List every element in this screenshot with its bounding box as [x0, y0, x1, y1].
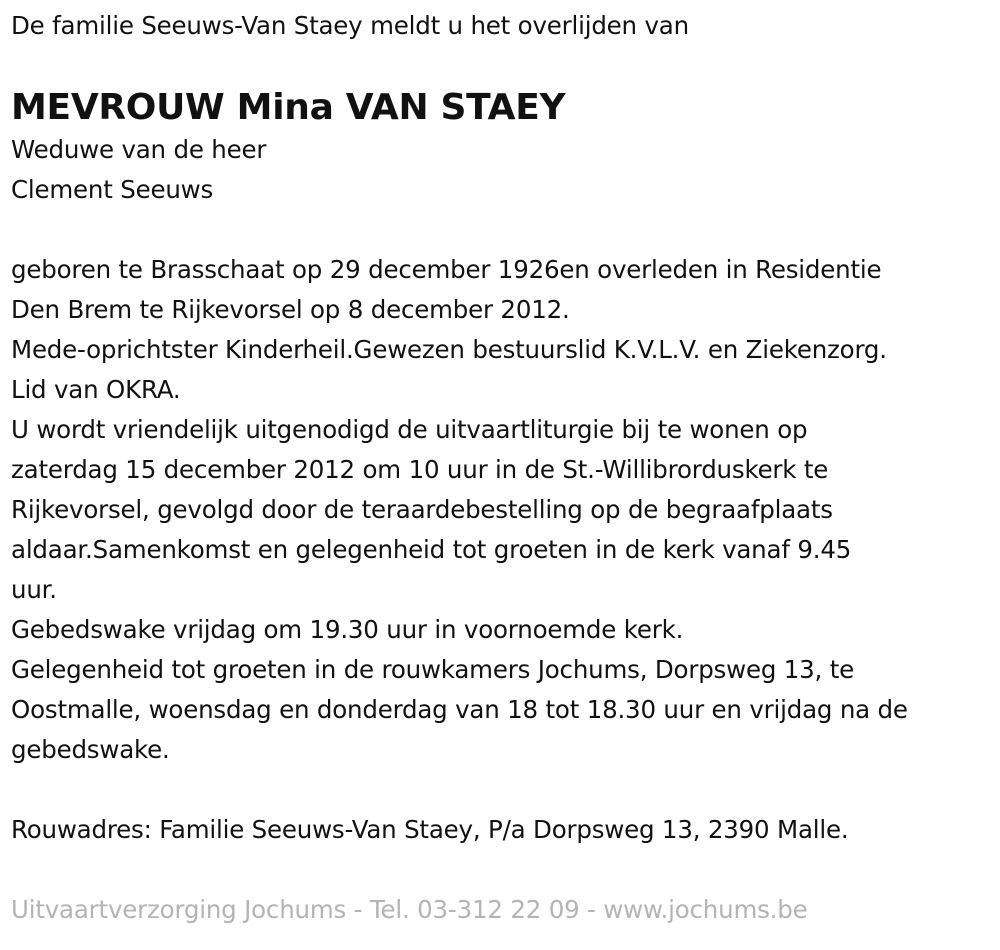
body-line: Gebedswake vrijdag om 19.30 uur in voornoemde kerk. [11, 615, 684, 644]
intro-text: De familie Seeuws-Van Staey meldt u het overlijden van [11, 11, 689, 40]
spacer [11, 210, 996, 250]
subtitle-line: Weduwe van de heer [11, 135, 267, 164]
body-line: Mede-oprichtster Kinderheil.Gewezen bestuurslid K.V.L.V. en Ziekenzorg. [11, 335, 887, 364]
body-line: Rijkevorsel, gevolgd door de teraardebestelling op de begraafplaats [11, 495, 833, 524]
mourning-address: Rouwadres: Familie Seeuws-Van Staey, P/a Dorpsweg 13, 2390 Malle. [11, 815, 849, 844]
spacer [11, 770, 996, 810]
body-line: Oostmalle, woensdag en donderdag van 18 tot 18.30 uur en vrijdag na de [11, 695, 908, 724]
body-line: gebedswake. [11, 735, 170, 764]
body-line: aldaar.Samenkomst en gelegenheid tot groeten in de kerk vanaf 9.45 [11, 535, 852, 564]
subtitle-block [11, 130, 996, 210]
body-line: Lid van OKRA. [11, 375, 181, 404]
body-line: Den Brem te Rijkevorsel op 8 december 2012. [11, 295, 570, 324]
obituary-notice [11, 6, 996, 930]
body-line: U wordt vriendelijk uitgenodigd de uitvaartliturgie bij te wonen op [11, 415, 808, 444]
deceased-name: MEVROUW Mina VAN STAEY [11, 87, 566, 128]
body-line: zaterdag 15 december 2012 om 10 uur in de St.-Willibrorduskerk te [11, 455, 829, 484]
body-line: geboren te Brasschaat op 29 december 1926en overleden in Residentie [11, 255, 882, 284]
body-line: uur. [11, 575, 57, 604]
body-line: Gelegenheid tot groeten in de rouwkamers Jochums, Dorpsweg 13, te [11, 655, 855, 684]
funeral-home-footer: Uitvaartverzorging Jochums - Tel. 03-312 22 09 - www.jochums.be [11, 895, 808, 924]
subtitle-line: Clement Seeuws [11, 175, 214, 204]
body-text [11, 250, 996, 770]
